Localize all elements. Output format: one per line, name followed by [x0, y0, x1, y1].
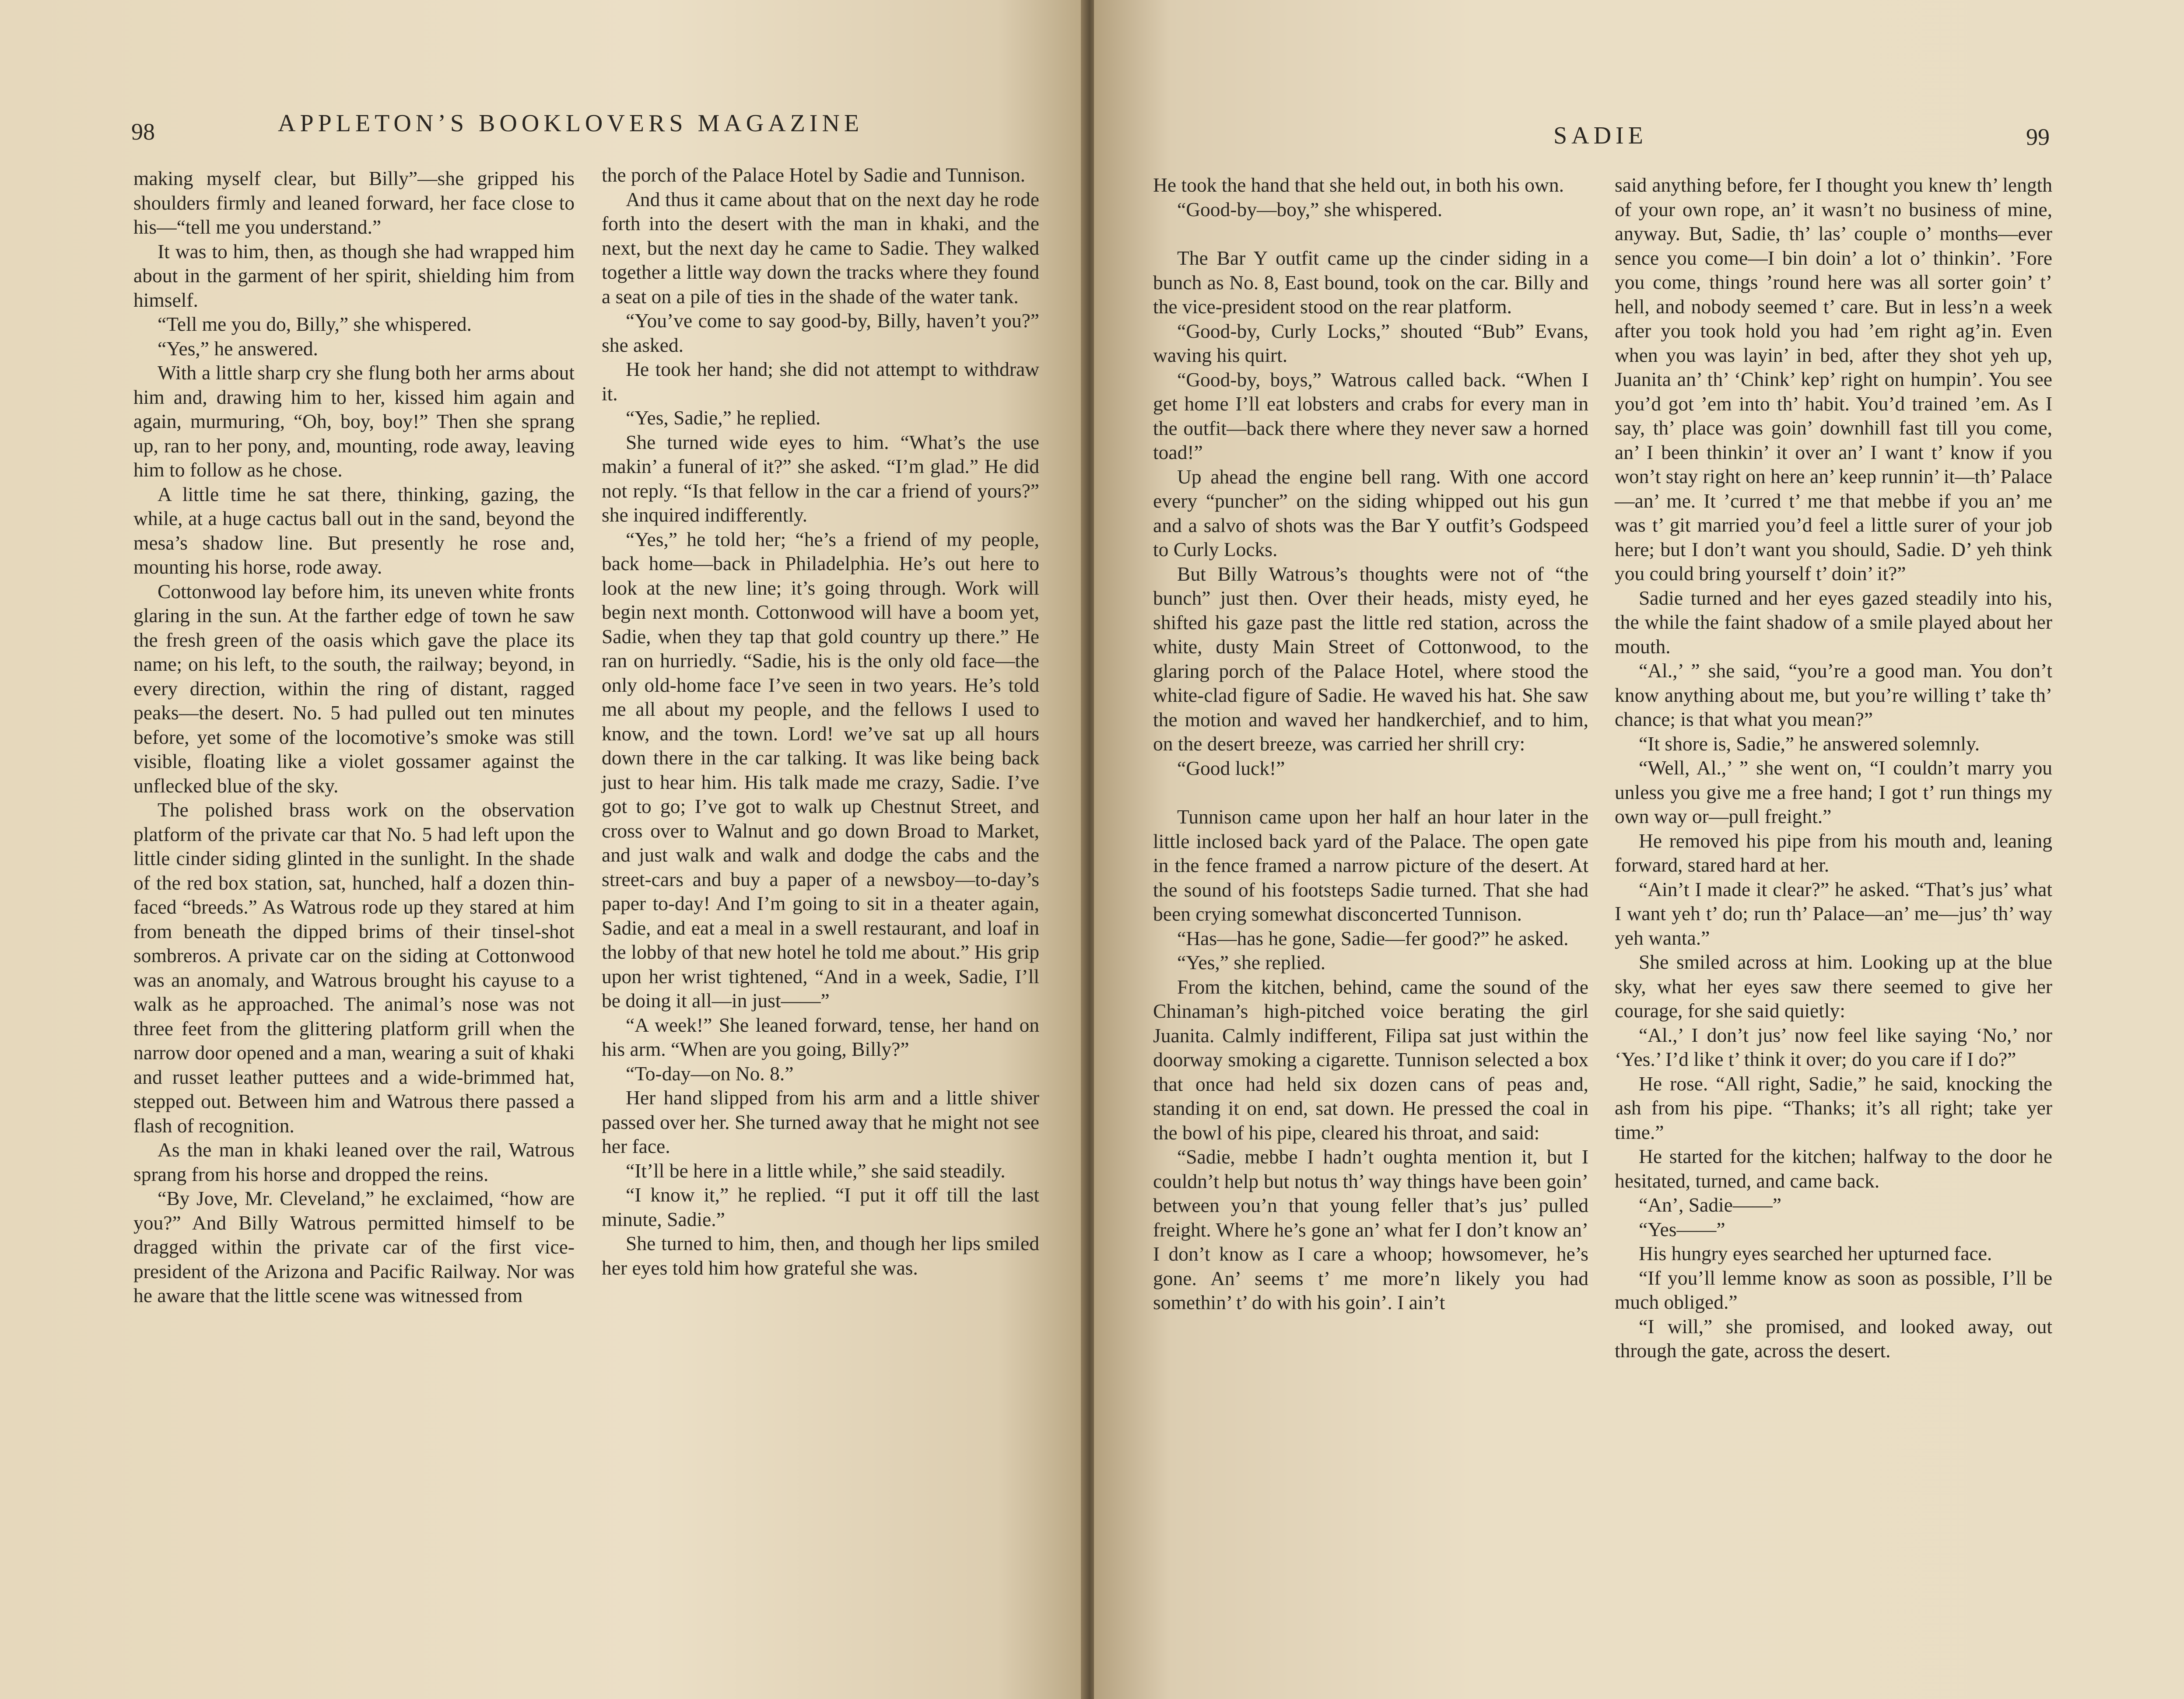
paragraph: “By Jove, Mr. Cleveland,” he exclaimed, “how are you?” And Billy Watrous permitted himself to be dragged within the private car of the first vice-president of the Arizona and Pacific Railway. Nor was he aware that the little scene was witnessed from [133, 1187, 575, 1307]
page-number-left: 98 [131, 119, 155, 145]
paragraph: And thus it came about that on the next day he rode forth into the desert with the man in khaki, and the next, but the next day he came to Sadie. They walked together a little way down the tracks where they found a seat on a pile of ties in the shade of the water tank. [602, 188, 1039, 308]
paragraph: From the kitchen, behind, came the sound of the Chinaman’s high-pitched voice berating the girl Juanita. Calmly indifferent, Filipa sat just within the doorway smoking a cigarette. Tunnison selected a box that once had held six dozen cans of peas and, standing it on end, sat down. He pressed the coal in the bowl of his pipe, cleared his throat, and said: [1153, 975, 1588, 1144]
paragraph: The polished brass work on the observation platform of the private car that No. 5 had left upon the little cinder siding glinted in the sunlight. In the shade of the red box station, sat, hunched, half a dozen thin-faced “breeds.” As Watrous rode up they stared at him from beneath the dipped brims of their tinsel-shot sombreros. A private car on the siding at Cottonwood was an anomaly, and Watrous brought his cayuse to a walk as he approached. The animal’s nose was not three feet from the glittering platform grill when the narrow door opened and a man, wearing a suit of khaki and russet leather puttees and a wide-brimmed hat, stepped out. Between him and Watrous there passed a flash of recognition. [133, 799, 575, 1137]
paragraph: making myself clear, but Billy”—she gripped his shoulders firmly and leaned forward, her face close to his—“tell me you understand.” [133, 167, 575, 238]
paragraph: “Tell me you do, Billy,” she whispered. [158, 313, 472, 335]
paragraph: “Has—has he gone, Sadie—fer good?” he asked. [1177, 927, 1569, 949]
right-column-1 [1153, 173, 1588, 1315]
paragraph: “It’ll be here in a little while,” she said steadily. [626, 1159, 1006, 1182]
paragraph: “Al.,’ ” she said, “you’re a good man. You don’t know anything about me, but you’re willing t’ take th’ chance; is that what you mean?” [1615, 659, 2052, 730]
paragraph: “Al.,’ I don’t jus’ now feel like saying ‘No,’ nor ‘Yes.’ I’d like t’ think it over; do you care if I do?” [1615, 1023, 2052, 1070]
paragraph: “You’ve come to say good-by, Billy, haven’t you?” she asked. [602, 309, 1039, 356]
paragraph: “I will,” she promised, and looked away, out through the gate, across the desert. [1615, 1315, 2052, 1362]
paragraph: “Yes,” he answered. [158, 337, 318, 360]
paragraph: “I know it,” he replied. “I put it off till the last minute, Sadie.” [602, 1184, 1039, 1230]
paragraph: “An’, Sadie——” [1639, 1194, 1781, 1216]
paragraph: He took the hand that she held out, in both his own. [1153, 174, 1564, 196]
paragraph: She turned to him, then, and though her lips smiled her eyes told him how grateful she was. [602, 1232, 1039, 1279]
paragraph: It was to him, then, as though she had wrapped him about in the garment of her spirit, shielding him from himself. [133, 240, 575, 311]
left-page [0, 0, 1084, 1699]
paragraph: He rose. “All right, Sadie,” he said, knocking the ash from his pipe. “Thanks; it’s all right; take yer time.” [1615, 1072, 2052, 1143]
paragraph: “Good luck!” [1177, 757, 1285, 779]
paragraph: “Sadie, mebbe I hadn’t oughta mention it, but I couldn’t help but notus th’ way things have been goin’ between you’n that young feller that’s jus’ pulled freight. Where he’s gone an’ what fer I don’t know an’ I don’t know as I care a whoop; howsomever, he’s gone. An’ seems t’ me more’n likely you had somethin’ t’ do with his goin’. I ain’t [1153, 1146, 1588, 1314]
paragraph: Cottonwood lay before him, its uneven white fronts glaring in the sun. At the farther edge of town he saw the fresh green of the oasis which gave the place its name; on his left, to the south, the railway; beyond, in every direction, within the ring of distant, ragged peaks—the desert. No. 5 had pulled out ten minutes before, yet some of the locomotive’s smoke was still visible, floating like a violet gossamer against the unflecked blue of the sky. [133, 580, 575, 797]
right-column-2 [1615, 173, 2052, 1363]
page-number-right: 99 [2026, 124, 2050, 150]
paragraph: She turned wide eyes to him. “What’s the use makin’ a funeral of it?” she asked. “I’m glad.” He did not reply. “Is that fellow in the car a friend of yours?” she inquired indifferently. [602, 431, 1039, 526]
paragraph: “Good-by—boy,” she whispered. [1177, 198, 1443, 221]
running-head-right: SADIE [1553, 122, 1648, 149]
paragraph: She smiled across at him. Looking up at the blue sky, what her eyes saw there seemed to give her courage, for she said quietly: [1615, 951, 2052, 1022]
paragraph: Her hand slipped from his arm and a little shiver passed over her. She turned away that he might not see her face. [602, 1086, 1039, 1157]
paragraph: Tunnison came upon her half an hour later in the little inclosed back yard of the Palace. The open gate in the fence framed a narrow picture of the desert. At the sound of his footsteps Sadie turned. That she had been crying somewhat disconcerted Tunnison. [1153, 806, 1588, 925]
paragraph: “Yes,” she replied. [1177, 951, 1326, 974]
paragraph: “Yes——” [1639, 1218, 1725, 1240]
paragraph: But Billy Watrous’s thoughts were not of “the bunch” just then. Over their heads, misty eyed, he shifted his gaze past the little red station, across the white, dusty Main Street of Cottonwood, to the glaring porch of the Palace Hotel, where stood the white-clad figure of Sadie. He waved his hat. She saw the motion and waved her handkerchief, and to him, on the desert breeze, was carried her shrill cry: [1153, 562, 1588, 755]
paragraph: “It shore is, Sadie,” he answered solemnly. [1639, 732, 1980, 755]
paragraph: the porch of the Palace Hotel by Sadie and Tunnison. [602, 164, 1025, 186]
paragraph: His hungry eyes searched her upturned face. [1639, 1242, 1992, 1265]
paragraph: Up ahead the engine bell rang. With one accord every “puncher” on the siding whipped out his gun and a salvo of shots was the Bar Y outfit’s Godspeed to Curly Locks. [1153, 465, 1588, 560]
paragraph: “Yes, Sadie,” he replied. [626, 406, 821, 429]
paragraph: “Good-by, Curly Locks,” shouted “Bub” Evans, waving his quirt. [1153, 319, 1588, 366]
left-column-1 [133, 166, 575, 1308]
paragraph: The Bar Y outfit came up the cinder siding in a bunch as No. 8, East bound, took on the car. Billy and the vice-president stood on the rear platform. [1153, 247, 1588, 318]
running-head-left: APPLETON’S BOOKLOVERS MAGAZINE [278, 110, 864, 137]
paragraph: “Yes,” he told her; “he’s a friend of my people, back home—back in Philadelphia. He’s out here to look at the new line; it’s going through. Work will begin next month. Cottonwood will have a boom yet, Sadie, when they tap that gold country up there.” He ran on hurriedly. “Sadie, his is the only old face—the only old-home face I’ve seen in two years. He’s told me all about my people, and the fellows I used to know, and the town. Lord! we’ve sat up all hours down there in the car talking. It was like being back just to hear him. His talk made me crazy, Sadie. I’ve got to go; I’ve got to walk up Chestnut Street, and cross over to Walnut and go down Broad to Market, and just walk and walk and dodge the cabs and the street-cars and buy a paper of a newsboy—to-day’s paper to-day! And I’m going to sit in a theater again, Sadie, and eat a meal in a swell restaurant, and loaf in the lobby of that new hotel he told me about.” His grip upon her wrist tightened, “And in a week, Sadie, I’ll be doing it all—in just——” [602, 528, 1039, 1012]
paragraph: “Good-by, boys,” Watrous called back. “When I get home I’ll eat lobsters and crabs for every man in the outfit—back there where they never saw a horned toad!” [1153, 368, 1588, 463]
paragraph: “A week!” She leaned forward, tense, her hand on his arm. “When are you going, Billy?” [602, 1013, 1039, 1060]
paragraph: As the man in khaki leaned over the rail, Watrous sprang from his horse and dropped the reins. [133, 1139, 575, 1185]
paragraph: “If you’ll lemme know as soon as possible, I’ll be much obliged.” [1615, 1266, 2052, 1313]
right-page [1094, 0, 2184, 1699]
paragraph: With a little sharp cry she flung both her arms about him and, drawing him to her, kissed him again and again, murmuring, “Oh, boy, boy!” Then she sprang up, ran to her pony, and, mounting, rode away, leaving him to follow as he chose. [133, 361, 575, 481]
paragraph: said anything before, fer I thought you knew th’ length of your own rope, an’ it wasn’t no business of mine, anyway. But, Sadie, th’ las’ couple o’ months—ever sence you come—I bin doin’ a lot o’ thinkin’. ’Fore you come, things ’round here was all sorter goin’ t’ hell, and nobody seemed t’ care. But in less’n a week after you took hold you had ’em right ag’in. Even when you was layin’ in bed, after they shot yeh up, Juanita an’ th’ ‘Chink’ kep’ right on humpin’. You see you’d got ’em into th’ habit. You’d trained ’em. As I say, th’ place was goin’ downhill fast till you come, an’ I been thinkin’ it over an’ I want t’ know if you won’t stay right on here an’ keep runnin’ it—th’ Palace—an’ me. It ’curred t’ me that mebbe if you an’ me was t’ git married you’d feel a little surer of your job here; but I don’t want you should, Sadie. D’ yeh think you could bring yourself t’ doin’ it?” [1615, 174, 2052, 585]
paragraph: He removed his pipe from his mouth and, leaning forward, stared hard at her. [1615, 829, 2052, 876]
paragraph: He took her hand; she did not attempt to withdraw it. [602, 358, 1039, 405]
paragraph: “Well, Al.,’ ” she went on, “I couldn’t marry you unless you give me a free hand; I got t’ run things my own way or—pull freight.” [1615, 757, 2052, 827]
left-column-2 [602, 163, 1039, 1280]
paragraph: “Ain’t I made it clear?” he asked. “That’s jus’ what I want yeh t’ do; run th’ Palace—an’ me—jus’ th’ way yeh wanta.” [1615, 878, 2052, 949]
paragraph: “To-day—on No. 8.” [626, 1062, 794, 1085]
paragraph: He started for the kitchen; halfway to the door he hesitated, turned, and came back. [1615, 1145, 2052, 1192]
paragraph: A little time he sat there, thinking, gazing, the while, at a huge cactus ball out in the sand, beyond the mesa’s shadow line. But presently he rose and, mounting his horse, rode away. [133, 483, 575, 578]
paragraph: Sadie turned and her eyes gazed steadily into his, the while the faint shadow of a smile played about her mouth. [1615, 586, 2052, 658]
